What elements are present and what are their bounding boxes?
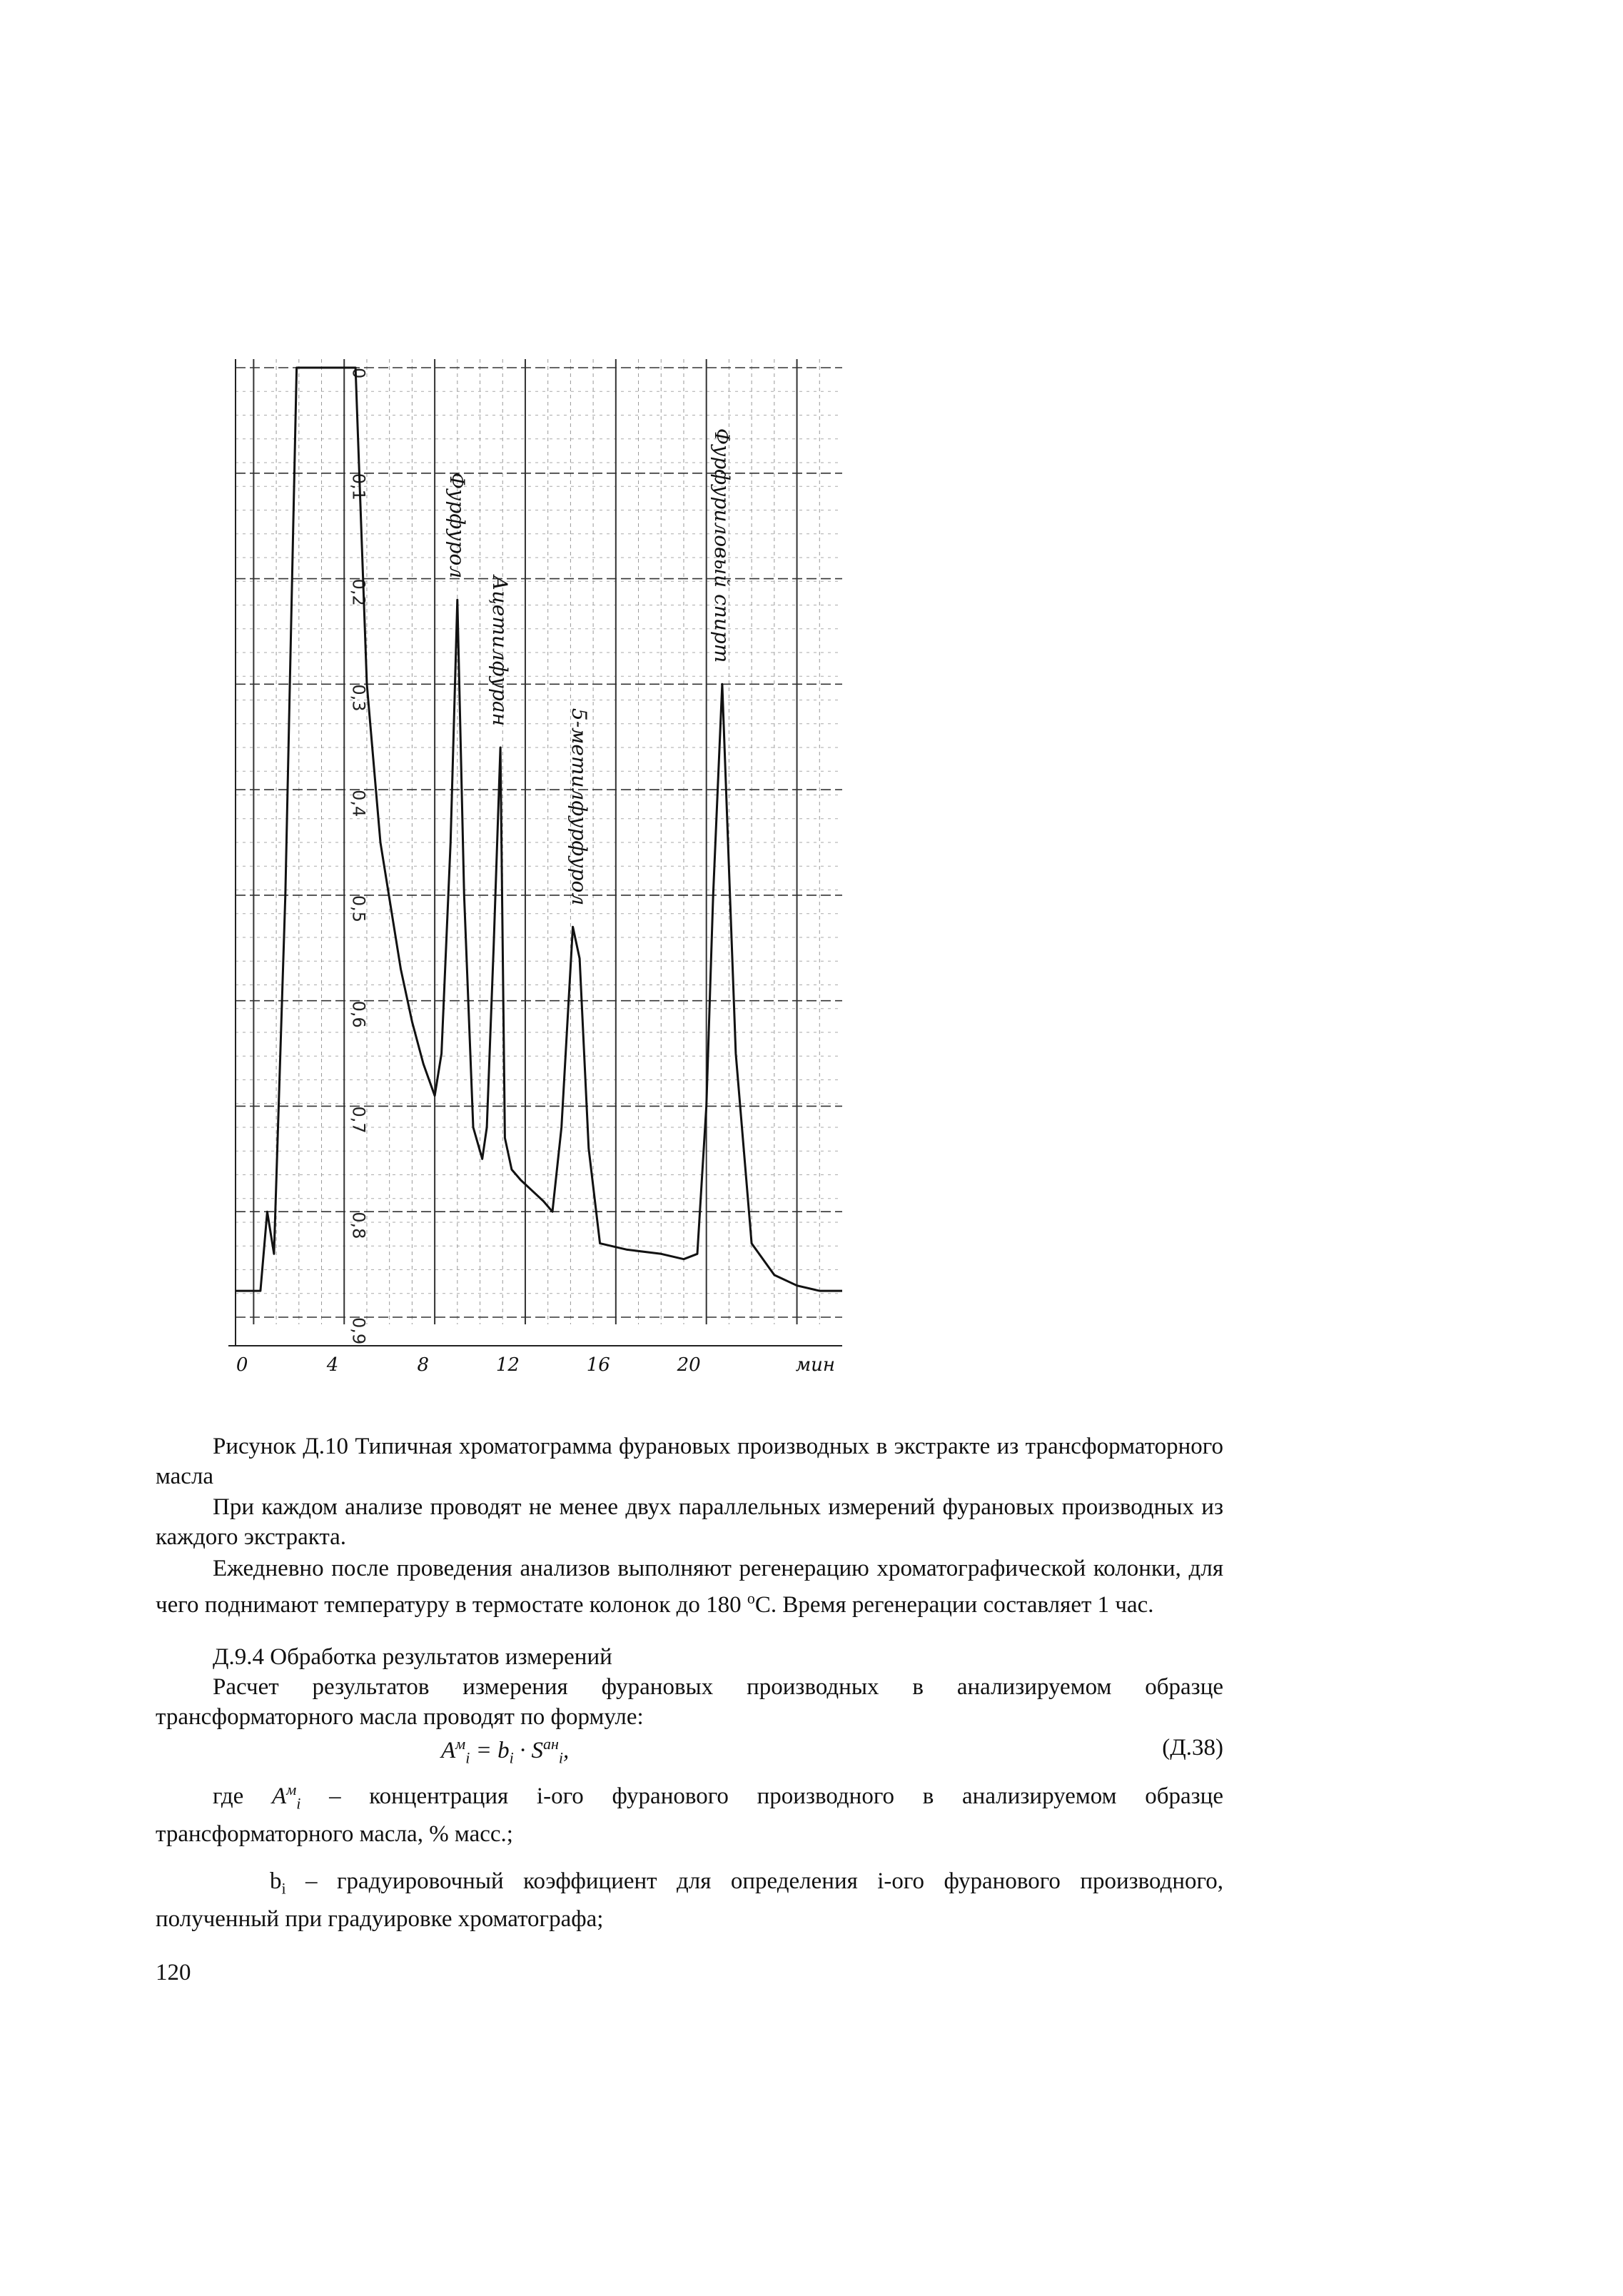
paragraph-measurements-text: При каждом анализе проводят не менее двух параллельных измерений фурановых производных из каждого экстракта. (156, 1494, 1223, 1550)
paragraph-where (156, 1775, 1223, 1849)
formula-sup-m: м (455, 1735, 466, 1753)
paragraph-regeneration-text (156, 1554, 1223, 1620)
paragraph-coefficient (156, 1866, 1223, 1934)
y-tick-label: 0,4 (348, 790, 369, 817)
chromatogram-figure (214, 357, 871, 1403)
peak-label: Фурфуриловый спирт (709, 428, 734, 663)
x-tick-label: 16 (586, 1354, 610, 1376)
formula-end: , (563, 1738, 570, 1763)
formula-S: S (531, 1738, 543, 1763)
where-word: где (213, 1783, 273, 1809)
y-tick-labels (348, 368, 368, 1344)
where-symbol-sub: i (296, 1794, 301, 1813)
paragraph-calculation (156, 1672, 1223, 1732)
y-tick-label: 0,1 (348, 473, 369, 500)
formula-row (156, 1735, 1223, 1766)
section-heading (156, 1642, 1223, 1672)
formula (441, 1735, 569, 1768)
y-tick-label: 0,3 (348, 684, 369, 712)
formula-sub-i: i (465, 1748, 470, 1767)
y-tick-label: 0,6 (348, 1000, 369, 1028)
x-tick-label: 20 (677, 1354, 701, 1376)
formula-b: b (497, 1738, 510, 1763)
peak-label: Фурфурол (445, 472, 469, 579)
where-symbol-A: A (272, 1783, 287, 1809)
paragraph-where-text (156, 1775, 1223, 1849)
where-rest: – концентрация i-ого фуранового производного в анализируемом образце трансформаторного масла, % масс.; (156, 1783, 1223, 1847)
x-tick-label: 12 (495, 1354, 520, 1376)
peak-label: 5-метилфурфурол (567, 708, 592, 906)
peak-label: Ацетилфуран (488, 575, 512, 726)
y-tick-label: 0,9 (348, 1317, 369, 1345)
y-tick-label: 0,8 (348, 1212, 369, 1239)
formula-sub-i3: i (558, 1748, 564, 1767)
caption-text: Рисунок Д.10 Типичная хроматограмма фурановых производных в экстракте из трансформаторного масла (156, 1434, 1223, 1489)
where-symbol (272, 1781, 301, 1813)
x-unit-label: мин (795, 1354, 835, 1376)
y-tick-label: 0,2 (348, 578, 369, 606)
x-tick-label: 8 (417, 1354, 430, 1376)
chromatogram-trace (236, 368, 842, 1291)
coef-rest: – градуировочный коэффициент для определения i-ого фуранового производного, полученный при градуировке хроматографа; (156, 1868, 1223, 1932)
y-tick-label: 0 (348, 368, 369, 379)
grid-minor (236, 359, 842, 1324)
page-number: 120 (156, 1960, 191, 1985)
coef-b: b (270, 1868, 282, 1894)
formula-A: A (441, 1738, 456, 1763)
equation-number: (Д.38) (1162, 1735, 1223, 1761)
paragraph-calculation-text: Расчет результатов измерения фурановых производных в анализируемом образце трансформаторного масла проводят по формуле: (156, 1674, 1223, 1730)
formula-sub-i2: i (509, 1748, 514, 1767)
y-tick-label: 0,7 (348, 1106, 369, 1134)
paragraph-measurements (156, 1492, 1223, 1552)
chromatogram-chart (214, 357, 871, 1403)
figure-caption (156, 1431, 1223, 1491)
regeneration-text-b: С. Время регенерации составляет 1 час. (754, 1592, 1154, 1618)
y-tick-label: 0,5 (348, 895, 369, 923)
x-tick-label: 0 (236, 1354, 248, 1376)
regeneration-text-a: Ежедневно после проведения анализов выполняют регенерацию хроматографической колонки, для чего поднимают температуру в термостате колонок до 180 (156, 1556, 1223, 1618)
formula-eq: = (470, 1738, 498, 1763)
degree-sign: о (747, 1589, 755, 1607)
x-tick-labels (236, 1354, 835, 1376)
x-tick-label: 4 (326, 1354, 339, 1376)
where-symbol-sup: м (286, 1781, 297, 1798)
formula-sup-an: ан (543, 1735, 559, 1753)
coef-sub: i (281, 1879, 286, 1898)
peak-labels (445, 428, 734, 905)
paragraph-coefficient-text (156, 1866, 1223, 1934)
paragraph-regeneration (156, 1554, 1223, 1620)
section-heading-text: Д.9.4 Обработка результатов измерений (213, 1644, 612, 1670)
formula-dot: · (513, 1738, 532, 1763)
